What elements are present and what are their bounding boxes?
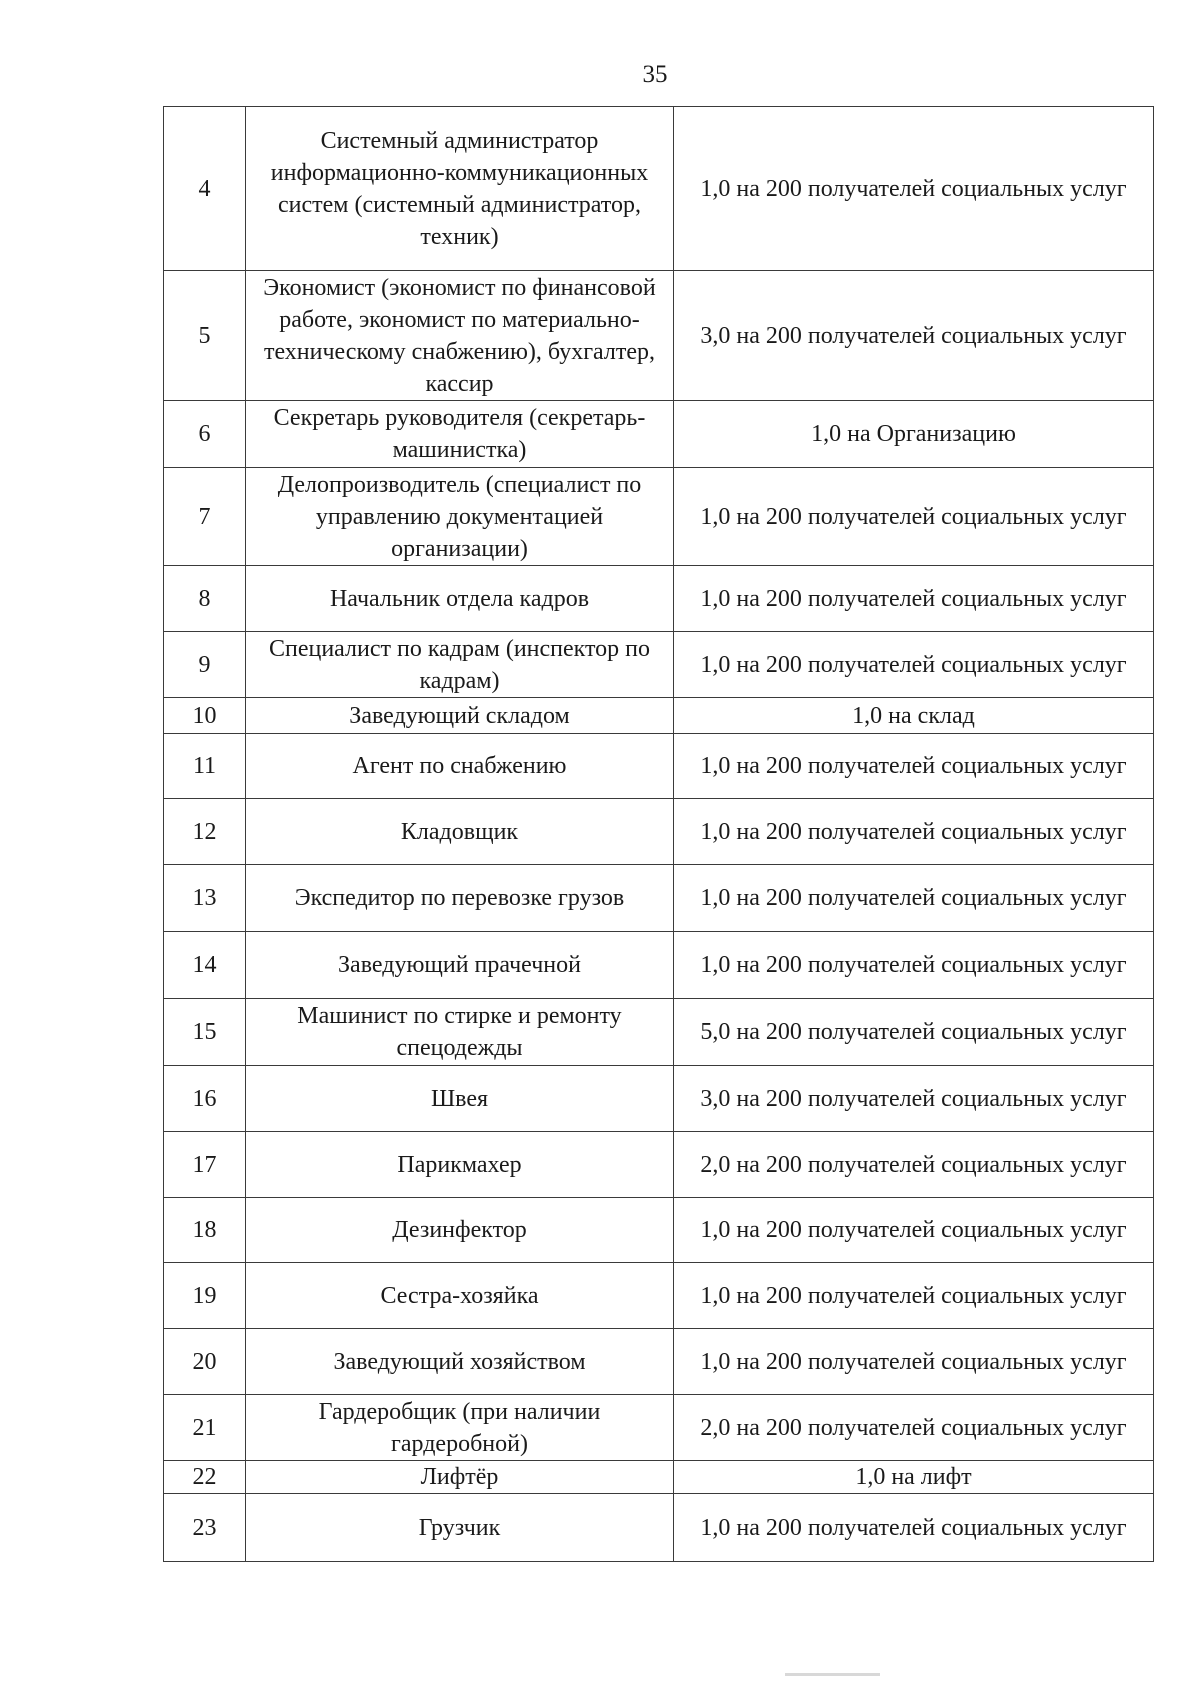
table-row [164, 799, 1154, 865]
row-number: 17 [164, 1132, 246, 1198]
row-number: 6 [164, 401, 246, 468]
staffing-norm: 1,0 на 200 получателей социальных услуг [674, 632, 1154, 698]
position-title: Заведующий складом [246, 698, 674, 734]
staffing-norm: 1,0 на 200 получателей социальных услуг [674, 107, 1154, 271]
position-title: Парикмахер [246, 1132, 674, 1198]
table-row [164, 566, 1154, 632]
staffing-norm: 2,0 на 200 получателей социальных услуг [674, 1132, 1154, 1198]
table-row [164, 1461, 1154, 1494]
position-title: Экономист (экономист по финансовой работе, экономист по материально-техническому снабжению), бухгалтер, кассир [246, 271, 674, 401]
row-number: 20 [164, 1329, 246, 1395]
table-row [164, 468, 1154, 566]
staffing-norm: 3,0 на 200 получателей социальных услуг [674, 271, 1154, 401]
row-number: 7 [164, 468, 246, 566]
staffing-norm: 1,0 на 200 получателей социальных услуг [674, 1494, 1154, 1562]
table-row [164, 1395, 1154, 1461]
staffing-norm: 1,0 на 200 получателей социальных услуг [674, 865, 1154, 932]
position-title: Заведующий прачечной [246, 932, 674, 999]
staffing-norm: 1,0 на 200 получателей социальных услуг [674, 932, 1154, 999]
position-title: Секретарь руководителя (секретарь-машинистка) [246, 401, 674, 468]
staffing-norm: 1,0 на 200 получателей социальных услуг [674, 1198, 1154, 1263]
table-row [164, 632, 1154, 698]
position-title: Системный администратор информационно-коммуникационных систем (системный администратор, техник) [246, 107, 674, 271]
table-row [164, 1263, 1154, 1329]
table-row [164, 1494, 1154, 1562]
row-number: 18 [164, 1198, 246, 1263]
row-number: 23 [164, 1494, 246, 1562]
position-title: Машинист по стирке и ремонту спецодежды [246, 999, 674, 1066]
row-number: 16 [164, 1066, 246, 1132]
position-title: Лифтёр [246, 1461, 674, 1494]
table-row [164, 1198, 1154, 1263]
row-number: 11 [164, 734, 246, 799]
row-number: 8 [164, 566, 246, 632]
row-number: 12 [164, 799, 246, 865]
row-number: 4 [164, 107, 246, 271]
table-row [164, 999, 1154, 1066]
staffing-norm: 1,0 на склад [674, 698, 1154, 734]
staffing-norm: 1,0 на Организацию [674, 401, 1154, 468]
table-row [164, 734, 1154, 799]
staffing-norm: 1,0 на 200 получателей социальных услуг [674, 1329, 1154, 1395]
row-number: 13 [164, 865, 246, 932]
staffing-table-container [163, 106, 1153, 1562]
position-title: Агент по снабжению [246, 734, 674, 799]
staffing-norm: 3,0 на 200 получателей социальных услуг [674, 1066, 1154, 1132]
row-number: 19 [164, 1263, 246, 1329]
row-number: 22 [164, 1461, 246, 1494]
position-title: Кладовщик [246, 799, 674, 865]
row-number: 10 [164, 698, 246, 734]
page-number: 35 [642, 61, 668, 88]
position-title: Экспедитор по перевозке грузов [246, 865, 674, 932]
table-row [164, 698, 1154, 734]
row-number: 15 [164, 999, 246, 1066]
row-number: 14 [164, 932, 246, 999]
table-row [164, 932, 1154, 999]
staffing-norm: 2,0 на 200 получателей социальных услуг [674, 1395, 1154, 1461]
scan-artifact [785, 1673, 880, 1676]
table-row [164, 865, 1154, 932]
table-row [164, 271, 1154, 401]
staffing-norm: 5,0 на 200 получателей социальных услуг [674, 999, 1154, 1066]
position-title: Гардеробщик (при наличии гардеробной) [246, 1395, 674, 1461]
position-title: Специалист по кадрам (инспектор по кадрам) [246, 632, 674, 698]
row-number: 9 [164, 632, 246, 698]
table-row [164, 1329, 1154, 1395]
position-title: Швея [246, 1066, 674, 1132]
row-number: 5 [164, 271, 246, 401]
staffing-norm: 1,0 на 200 получателей социальных услуг [674, 799, 1154, 865]
table-row [164, 107, 1154, 271]
position-title: Дезинфектор [246, 1198, 674, 1263]
staffing-norm: 1,0 на 200 получателей социальных услуг [674, 566, 1154, 632]
row-number: 21 [164, 1395, 246, 1461]
staffing-norm: 1,0 на 200 получателей социальных услуг [674, 468, 1154, 566]
staffing-table [163, 106, 1154, 1562]
staffing-norm: 1,0 на лифт [674, 1461, 1154, 1494]
table-row [164, 1066, 1154, 1132]
position-title: Начальник отдела кадров [246, 566, 674, 632]
position-title: Заведующий хозяйством [246, 1329, 674, 1395]
staffing-norm: 1,0 на 200 получателей социальных услуг [674, 734, 1154, 799]
position-title: Делопроизводитель (специалист по управлению документацией организации) [246, 468, 674, 566]
table-row [164, 1132, 1154, 1198]
position-title: Грузчик [246, 1494, 674, 1562]
staffing-table-body [164, 107, 1154, 1562]
staffing-norm: 1,0 на 200 получателей социальных услуг [674, 1263, 1154, 1329]
table-row [164, 401, 1154, 468]
position-title: Сестра-хозяйка [246, 1263, 674, 1329]
